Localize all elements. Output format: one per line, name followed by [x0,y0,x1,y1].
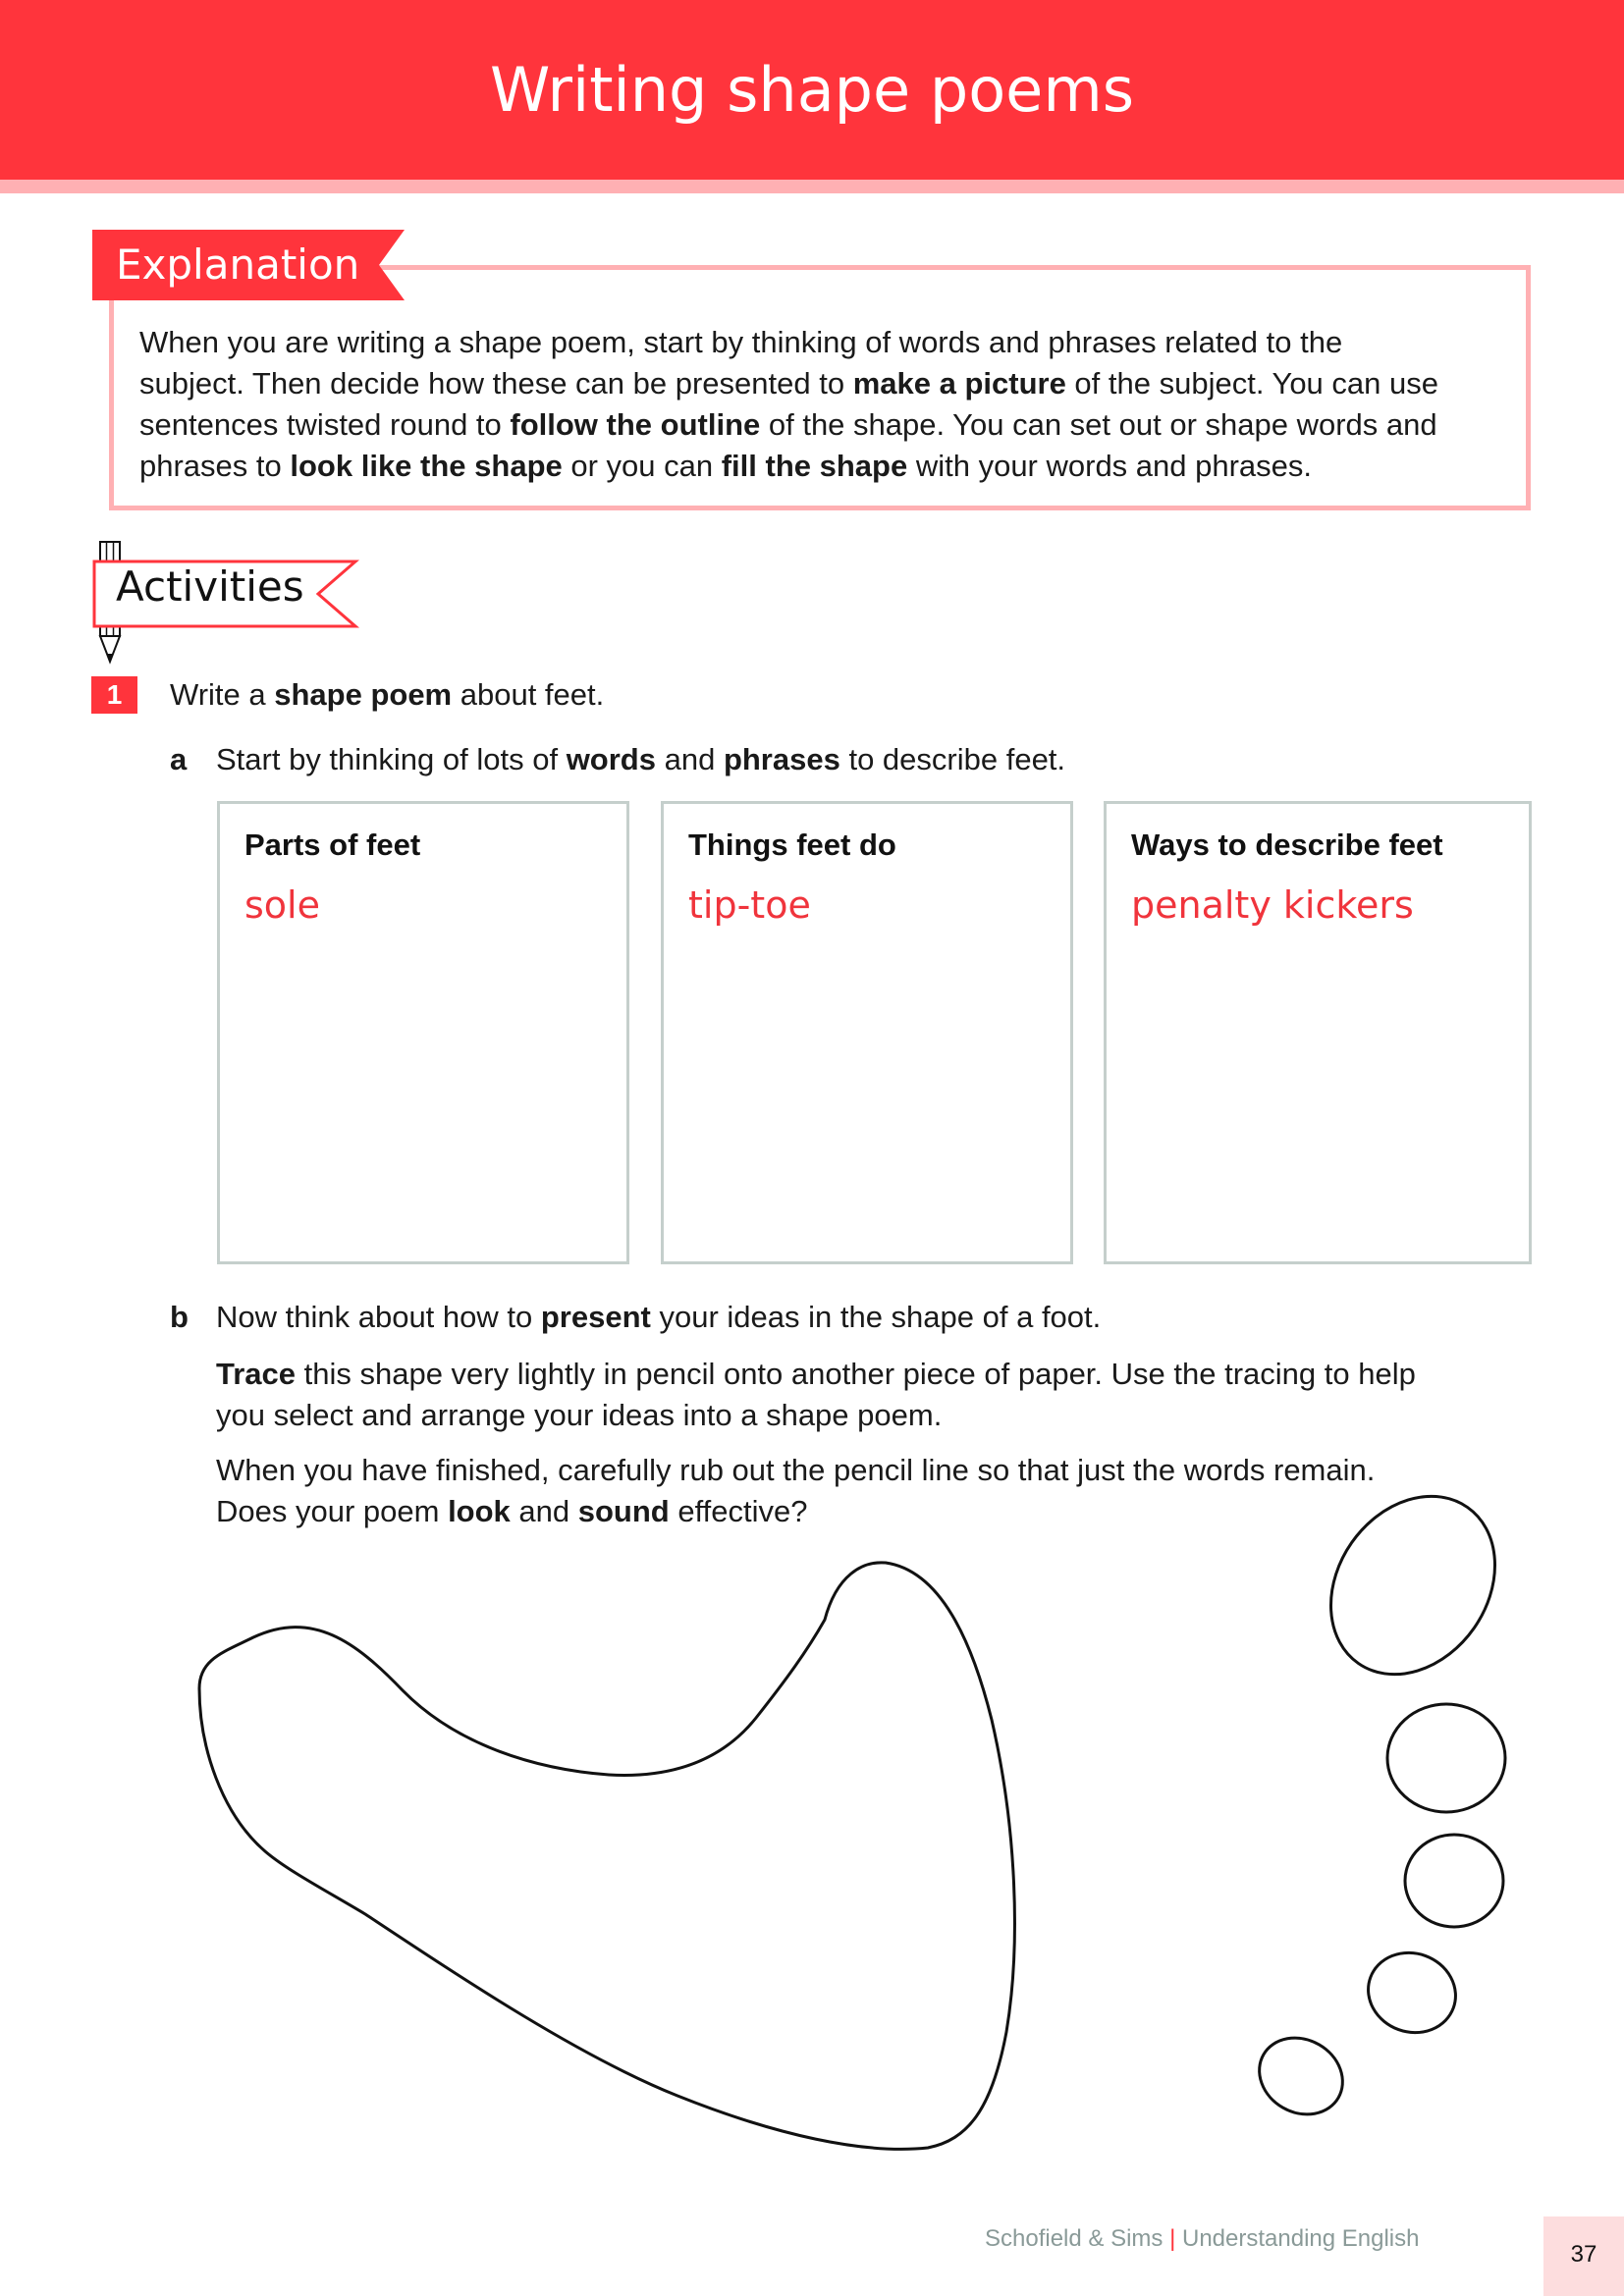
word-box-title: Things feet do [688,828,896,862]
emphasis-text: phrases [723,742,840,776]
text-run: Start by thinking of lots of [216,742,567,776]
text-run: or you can [562,449,722,483]
part-b-letter: b [170,1300,189,1334]
text-run: sentences twisted round to [139,407,511,442]
text-run: of the shape. You can set out or shape words and [760,407,1437,442]
text-run: you select and arrange your ideas into a shape poem. [216,1398,943,1432]
question-number-badge: 1 [91,676,137,714]
text-run: this shape very lightly in pencil onto another piece of paper. Use the tracing to help [296,1357,1416,1391]
text-run: effective? [669,1494,808,1528]
text-run: and [510,1494,578,1528]
word-box-title: Ways to describe feet [1131,828,1443,862]
page-title: Writing shape poems [489,54,1135,126]
toe-third [1405,1835,1503,1927]
explanation-heading: Explanation [116,240,360,289]
toe-big [1297,1465,1529,1706]
activities-heading: Activities [116,562,304,611]
emphasis-text: look [448,1494,511,1528]
word-box-entry: tip-toe [688,883,811,927]
word-box-entry: penalty kickers [1131,883,1414,927]
toe-second [1387,1704,1505,1812]
part-a-letter: a [170,742,188,776]
foot-sole-outline [199,1563,1014,2150]
footer-credit [985,2224,1419,2254]
emphasis-text: shape poem [274,677,453,712]
text-run: about feet. [452,677,605,712]
text-run: When you have finished, carefully rub out the pencil line so that just the words remain. [216,1453,1376,1487]
text-run: phrases to [139,449,291,483]
emphasis-text: sound [577,1494,670,1528]
text-run: with your words and phrases. [907,449,1313,483]
text-run: and [655,742,724,776]
emphasis-text: follow the outline [510,407,761,442]
emphasis-text: words [566,742,656,776]
text-run: Does your poem [216,1494,449,1528]
word-box-title: Parts of feet [244,828,421,862]
text-run: your ideas in the shape of a foot. [650,1300,1102,1334]
text-run: Write a [170,677,275,712]
text-run: Now think about how to [216,1300,541,1334]
emphasis-text: Trace [216,1357,297,1391]
emphasis-text: make a picture [852,366,1066,400]
toe-fourth [1357,1941,1467,2045]
page-number: 37 [1570,2241,1597,2268]
emphasis-text: look like the shape [290,449,563,483]
footer-series: Understanding English [1181,2225,1420,2252]
text-run: to describe feet. [839,742,1066,776]
toe-little [1245,2023,1356,2129]
text-run: subject. Then decide how these can be presented to [139,366,853,400]
emphasis-text: fill the shape [721,449,908,483]
footer-separator: | [1169,2225,1176,2252]
word-box-entry: sole [244,883,320,927]
page-number-box [1543,2216,1624,2296]
text-run: of the subject. You can use [1065,366,1438,400]
text-run: When you are writing a shape poem, start by thinking of words and phrases related to the [139,325,1343,359]
emphasis-text: present [540,1300,651,1334]
footer-publisher: Schofield & Sims [985,2225,1164,2252]
